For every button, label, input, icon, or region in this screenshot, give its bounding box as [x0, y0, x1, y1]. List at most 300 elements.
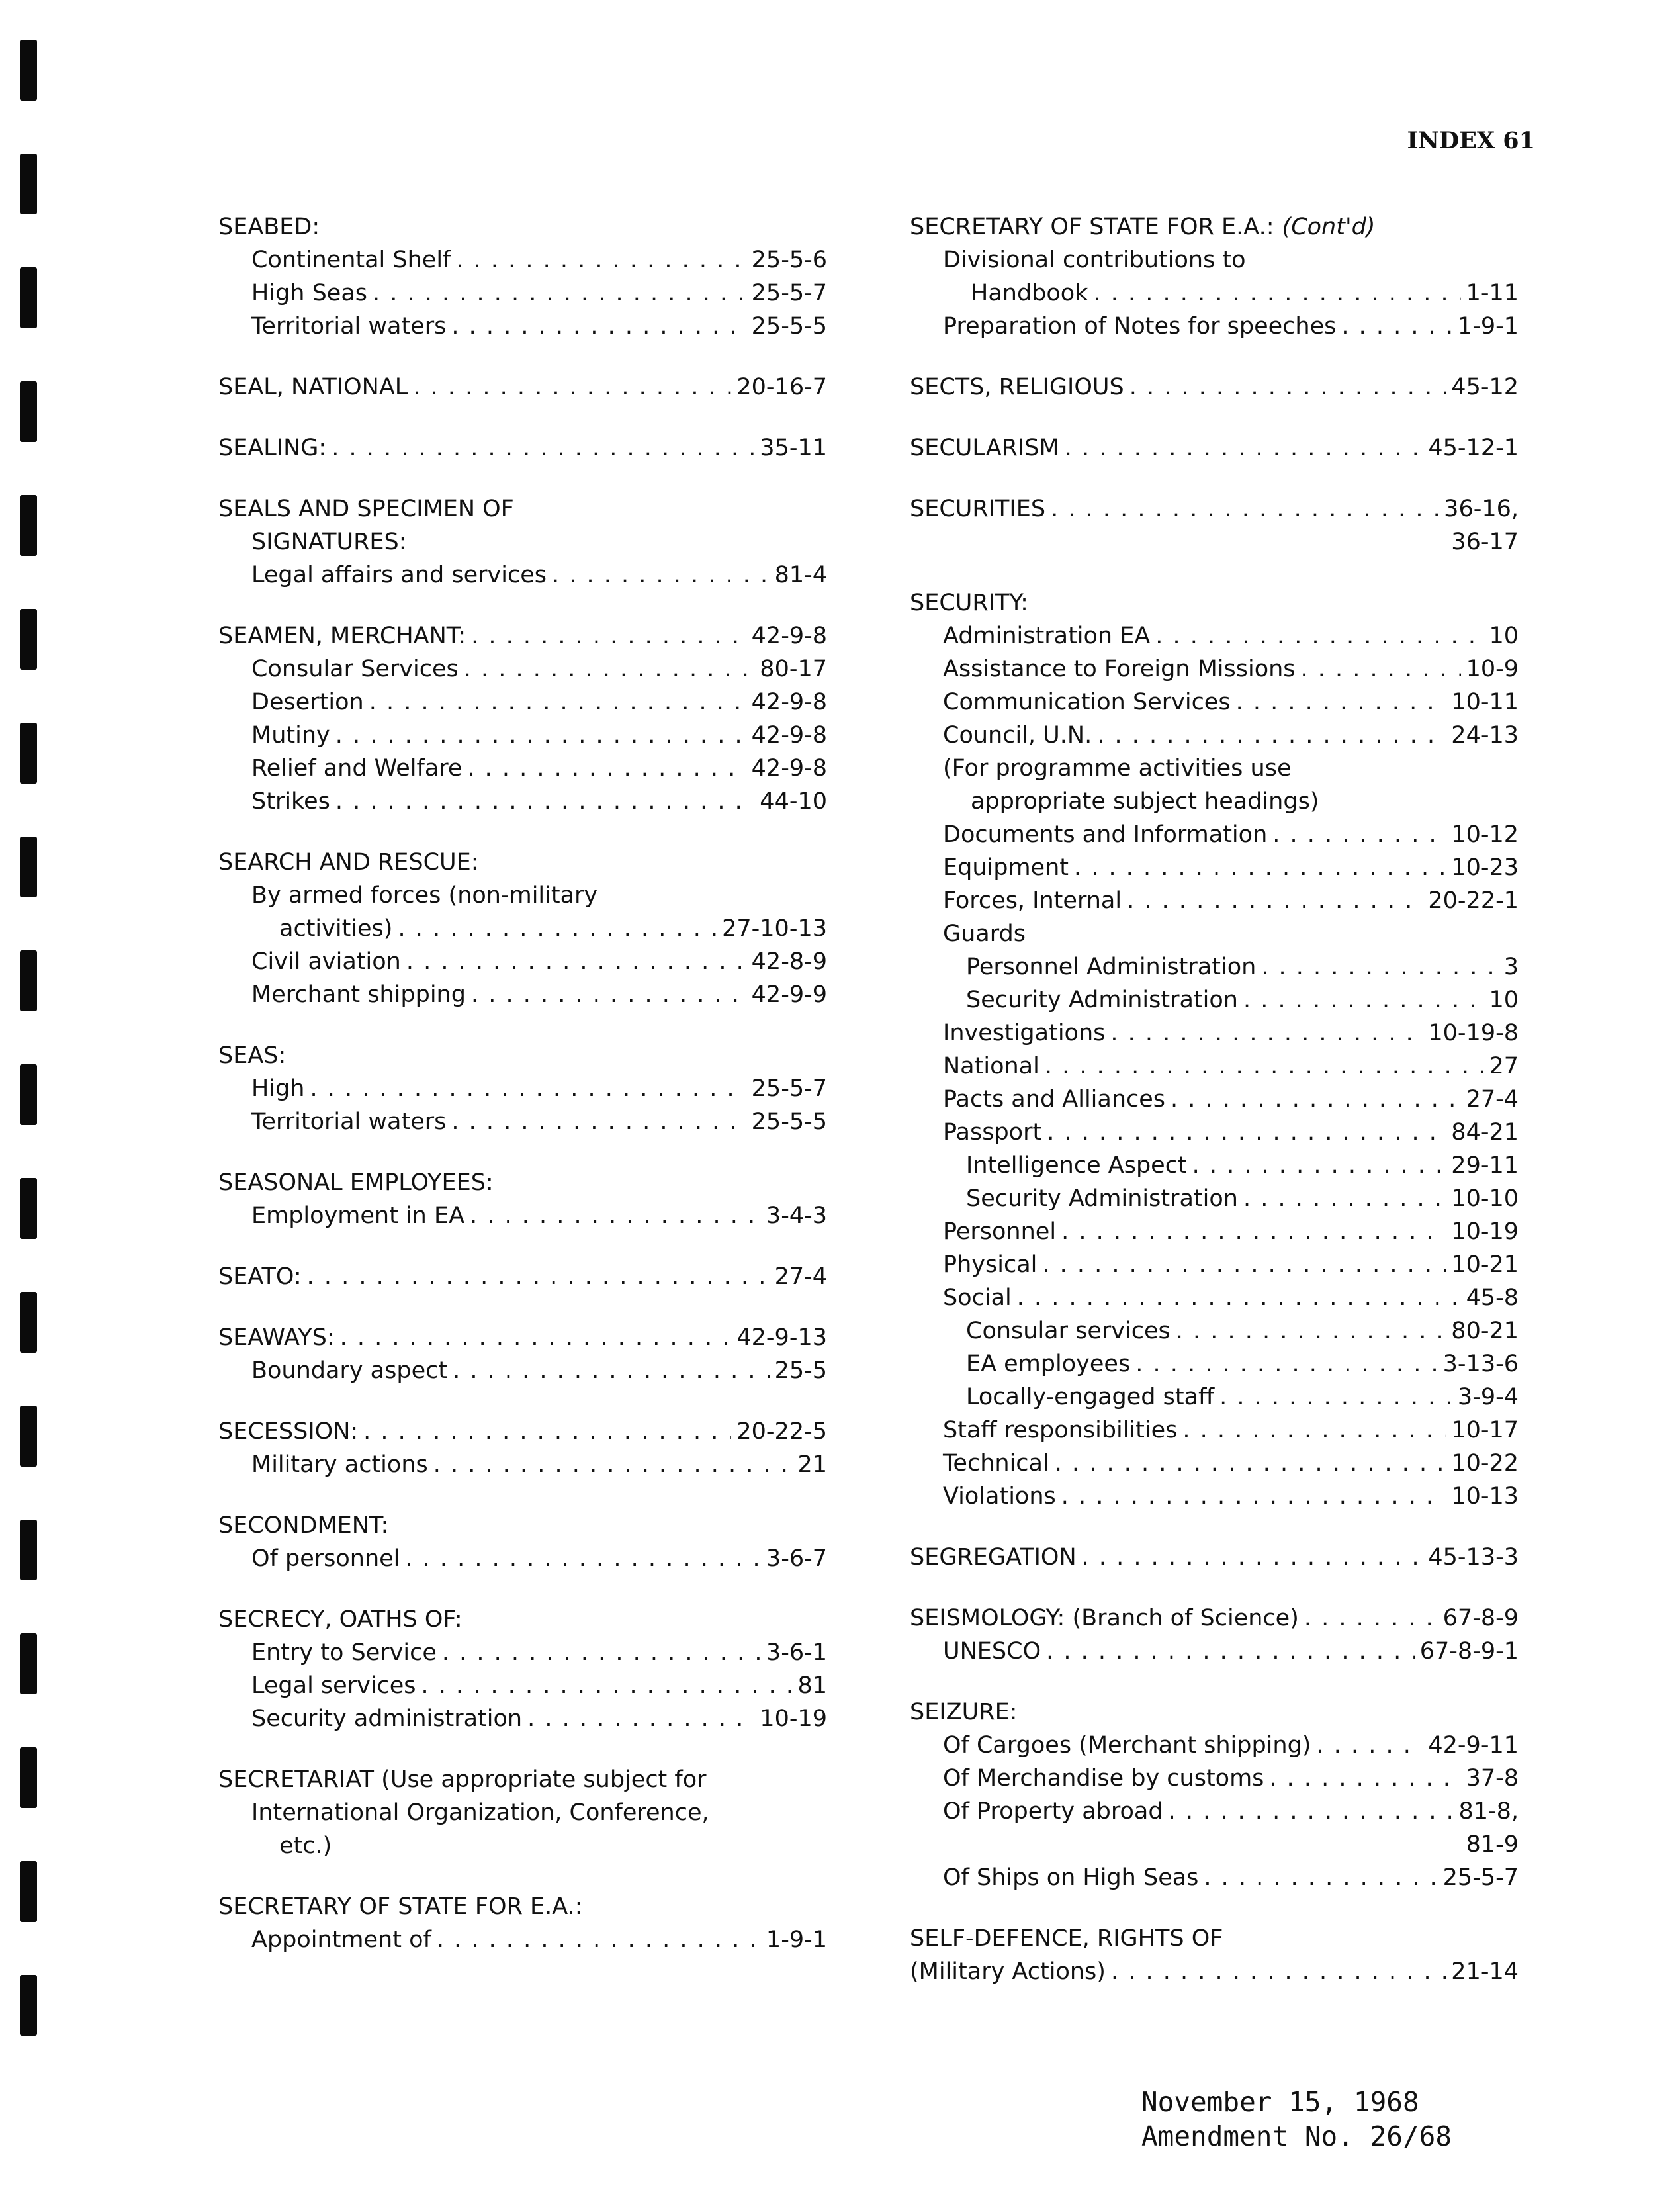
dot-leader — [1236, 686, 1446, 719]
index-subentry-page: 3-13-6 — [1442, 1351, 1519, 1377]
dot-leader — [1074, 851, 1446, 884]
dot-leader — [1243, 983, 1483, 1017]
dot-leader — [464, 653, 755, 686]
index-entry — [218, 1354, 827, 1387]
dot-leader — [1055, 1447, 1446, 1480]
dot-leader — [398, 912, 717, 945]
index-heading — [910, 432, 1519, 465]
index-entry — [910, 884, 1519, 917]
index-entry-page: 10-9 — [1466, 656, 1519, 682]
index-subentry-page: 10 — [1489, 987, 1519, 1013]
index-entry-text: Of Property abroad — [943, 1798, 1163, 1825]
dot-leader — [1204, 1861, 1437, 1894]
dot-leader — [1129, 371, 1446, 404]
index-group — [910, 1602, 1519, 1668]
binding-hole — [20, 495, 37, 556]
index-heading — [218, 846, 827, 879]
dot-leader — [1045, 1050, 1484, 1083]
dot-leader — [1301, 653, 1461, 686]
index-entry-text: Of Ships on High Seas — [943, 1864, 1199, 1891]
index-entry — [218, 559, 827, 592]
index-entry-text: High Seas — [251, 280, 367, 306]
index-heading-page: 42-9-8 — [751, 623, 827, 649]
index-subentry-text: Consular services — [966, 1318, 1171, 1344]
index-group — [218, 619, 827, 818]
index-heading-text: SEATO: — [218, 1263, 302, 1290]
index-entry — [910, 818, 1519, 851]
index-group — [218, 1890, 827, 1956]
binding-hole — [20, 1975, 37, 2036]
index-entry-text: Staff responsibilities — [943, 1417, 1178, 1443]
index-subentry-page: 80-21 — [1451, 1318, 1519, 1344]
index-entry: Guards — [943, 921, 1026, 947]
index-group — [218, 1260, 827, 1293]
left-index-column — [218, 210, 827, 1984]
dot-leader — [369, 686, 746, 719]
index-entry-text: Physical — [943, 1252, 1038, 1278]
index-group — [910, 492, 1519, 559]
index-entry — [218, 686, 827, 719]
index-entry-page: 67-8-9-1 — [1419, 1638, 1519, 1665]
index-heading-text: SEABED: — [218, 214, 320, 240]
index-entry — [910, 1795, 1519, 1828]
index-entry-text: Consular Services — [251, 656, 459, 682]
index-entry-page: 42-9-11 — [1428, 1732, 1519, 1758]
index-heading — [218, 1890, 827, 1923]
index-entry-text: Violations — [943, 1483, 1056, 1510]
index-group — [218, 1415, 827, 1481]
index-subentry-text: Security Administration — [966, 1185, 1238, 1212]
index-page-continued: 36-17 — [1451, 529, 1519, 555]
index-heading — [910, 586, 1519, 619]
index-entry-page: 42-9-9 — [751, 981, 827, 1008]
index-heading-text: SEARCH AND RESCUE: — [218, 849, 479, 876]
binding-hole — [20, 1406, 37, 1467]
index-heading — [218, 371, 827, 404]
index-entry-text: Military actions — [251, 1451, 428, 1478]
index-entry — [218, 1636, 827, 1669]
index-entry — [218, 719, 827, 752]
index-entry-page: 10-17 — [1451, 1417, 1519, 1443]
index-heading — [218, 1260, 827, 1293]
dot-leader — [1316, 1729, 1423, 1762]
page-header: INDEX 61 — [1407, 127, 1535, 154]
index-heading-page: 36-16, — [1444, 496, 1519, 522]
index-group — [910, 210, 1519, 343]
index-entry-page: 42-9-8 — [751, 689, 827, 715]
index-entry-text: (Military Actions) — [910, 1958, 1106, 1985]
index-group — [218, 1763, 827, 1862]
index-entry-text: Passport — [943, 1119, 1042, 1146]
index-heading — [910, 1602, 1519, 1635]
index-entry-page: 3-6-7 — [766, 1545, 827, 1572]
index-entry-continued-text: Handbook — [971, 280, 1088, 306]
binding-hole — [20, 609, 37, 670]
index-entry — [218, 1448, 827, 1481]
index-entry-text: Relief and Welfare — [251, 755, 463, 782]
dot-leader — [1135, 1347, 1437, 1381]
index-subentry — [910, 950, 1519, 983]
dot-leader — [406, 945, 746, 978]
binding-hole — [20, 1520, 37, 1580]
index-entry — [910, 310, 1519, 343]
index-entry — [910, 1083, 1519, 1116]
dot-leader — [437, 1923, 761, 1956]
index-entry — [910, 619, 1519, 653]
index-entry-page: 21 — [797, 1451, 827, 1478]
index-group — [218, 492, 827, 592]
dot-leader — [470, 1199, 761, 1232]
dot-leader — [1269, 1762, 1460, 1795]
index-entry — [218, 1542, 827, 1575]
index-entry-text: Appointment of — [251, 1927, 431, 1953]
dot-leader — [1097, 719, 1446, 752]
binding-hole — [20, 1064, 37, 1125]
index-subentry-page: 3 — [1503, 954, 1519, 980]
index-entry-page: 10-22 — [1451, 1450, 1519, 1477]
index-entry — [218, 1702, 827, 1735]
index-entry — [910, 1729, 1519, 1762]
amendment-number: Amendment No. 26/68 — [1141, 2121, 1452, 2152]
index-note: etc.) — [279, 1833, 332, 1859]
index-entry-page: 10-19-8 — [1428, 1020, 1519, 1046]
index-entry-page: 24-13 — [1451, 722, 1519, 749]
index-entry-page: 20-22-1 — [1428, 888, 1519, 914]
index-entry-text: Territorial waters — [251, 1109, 447, 1135]
dot-leader — [1046, 1635, 1415, 1668]
index-entry — [910, 1281, 1519, 1314]
dot-leader — [1155, 619, 1483, 653]
index-entry-text: Administration EA — [943, 623, 1151, 649]
index-group — [218, 1166, 827, 1232]
dot-leader — [433, 1448, 793, 1481]
binding-hole — [20, 1633, 37, 1694]
index-heading — [910, 1922, 1519, 1955]
index-heading — [218, 1603, 827, 1636]
index-heading — [218, 1509, 827, 1542]
dot-leader — [471, 619, 746, 653]
binding-holes — [20, 40, 40, 2171]
index-heading — [218, 1763, 827, 1796]
index-heading-text: SEISMOLOGY: (Branch of Science) — [910, 1605, 1299, 1631]
index-entry-page: 81-8, — [1458, 1798, 1519, 1825]
index-heading-text: SEAMEN, MERCHANT: — [218, 623, 466, 649]
index-entry-page: 25-5-7 — [751, 280, 827, 306]
index-entry-page: 25-5-5 — [751, 1109, 827, 1135]
index-group — [910, 371, 1519, 404]
index-entry — [218, 1199, 827, 1232]
index-entry — [910, 1116, 1519, 1149]
dot-leader — [1042, 1248, 1446, 1281]
index-entry-text: Continental Shelf — [251, 247, 451, 273]
index-entry-page: 81-4 — [774, 562, 827, 588]
index-entry-page: 37-8 — [1466, 1765, 1519, 1792]
index-entry-page: 25-5-5 — [751, 313, 827, 340]
index-entry-text: Entry to Service — [251, 1639, 437, 1666]
index-entry-text: Of Cargoes (Merchant shipping) — [943, 1732, 1311, 1758]
index-note: (For programme activities use — [943, 755, 1292, 782]
index-group — [218, 846, 827, 1011]
index-entry — [910, 1215, 1519, 1248]
index-entry — [218, 1072, 827, 1105]
index-entry-page: 10-19 — [760, 1706, 827, 1732]
index-entry-page: 25-5-7 — [1442, 1864, 1519, 1891]
binding-hole — [20, 1747, 37, 1808]
index-heading — [910, 371, 1519, 404]
dot-leader — [413, 371, 731, 404]
dot-leader — [1182, 1414, 1446, 1447]
index-entry — [910, 653, 1519, 686]
index-entry: By armed forces (non-military — [251, 882, 598, 909]
index-subentry-text: Locally-engaged staff — [966, 1384, 1215, 1410]
index-heading-text: SEAS: — [218, 1042, 287, 1069]
index-entry — [910, 719, 1519, 752]
index-entry-text: Strikes — [251, 788, 330, 815]
dot-leader — [1082, 1541, 1423, 1574]
index-entry — [218, 1923, 827, 1956]
dot-leader — [451, 310, 746, 343]
index-heading-page: 20-22-5 — [736, 1418, 827, 1445]
binding-hole — [20, 267, 37, 328]
index-subentry-page: 3-9-4 — [1457, 1384, 1519, 1410]
index-heading — [910, 210, 1519, 244]
binding-hole — [20, 40, 37, 101]
index-entry-text: Mutiny — [251, 722, 330, 749]
index-entry — [910, 1050, 1519, 1083]
index-subentry-text: EA employees — [966, 1351, 1131, 1377]
index-entry-text: Security administration — [251, 1706, 523, 1732]
dot-leader — [1127, 884, 1423, 917]
index-group — [218, 1321, 827, 1387]
dot-leader — [373, 277, 746, 310]
index-heading-text: SECONDMENT: — [218, 1512, 389, 1539]
right-index-column — [910, 210, 1519, 2016]
index-entry-text: Assistance to Foreign Missions — [943, 656, 1296, 682]
index-entry-text: Communication Services — [943, 689, 1231, 715]
index-entry-page: 45-8 — [1466, 1285, 1519, 1311]
index-heading-text: SEGREGATION — [910, 1544, 1077, 1571]
index-heading-text: SECTS, RELIGIOUS — [910, 374, 1124, 400]
binding-hole — [20, 381, 37, 442]
dot-leader — [1051, 492, 1438, 525]
index-heading-text: SEALS AND SPECIMEN OF — [218, 496, 514, 522]
index-entry-text: Social — [943, 1285, 1012, 1311]
index-entry-page: 21-14 — [1451, 1958, 1519, 1985]
index-entry-page: 3-4-3 — [766, 1203, 827, 1229]
index-group — [910, 586, 1519, 1513]
binding-hole — [20, 950, 37, 1011]
index-heading-page: 27-4 — [774, 1263, 827, 1290]
index-heading-page: 67-8-9 — [1442, 1605, 1519, 1631]
index-entry — [910, 1480, 1519, 1513]
binding-hole — [20, 1178, 37, 1239]
index-entry-text: High — [251, 1075, 305, 1102]
index-entry-text: Legal affairs and services — [251, 562, 547, 588]
index-entry-text: Documents and Information — [943, 821, 1268, 848]
index-entry — [910, 1635, 1519, 1668]
dot-leader — [451, 1105, 746, 1138]
index-group — [218, 1603, 827, 1735]
index-heading-text: SEAL, NATIONAL — [218, 374, 408, 400]
index-entry-page: 84-21 — [1451, 1119, 1519, 1146]
index-subentry — [910, 1314, 1519, 1347]
index-group — [910, 432, 1519, 465]
dot-leader — [335, 785, 754, 818]
index-entry-text: National — [943, 1053, 1039, 1079]
dot-leader — [1243, 1182, 1446, 1215]
index-entry-page: 25-5-7 — [751, 1075, 827, 1102]
index-entry — [910, 1447, 1519, 1480]
index-entry-continued-text: activities) — [279, 915, 393, 942]
index-entry-text: Employment in EA — [251, 1203, 465, 1229]
index-heading-text: SEAWAYS: — [218, 1324, 335, 1351]
index-heading-text: SEASONAL EMPLOYEES: — [218, 1169, 494, 1196]
index-subentry-text: Personnel Administration — [966, 954, 1257, 980]
index-heading-text: SECRETARIAT (Use appropriate subject for — [218, 1766, 707, 1793]
dot-leader — [1065, 432, 1423, 465]
dot-leader — [552, 559, 770, 592]
index-heading-continued: SIGNATURES: — [251, 529, 407, 555]
index-entry-text: Equipment — [943, 854, 1069, 881]
index-entry-text: Merchant shipping — [251, 981, 466, 1008]
dot-leader — [1192, 1149, 1446, 1182]
index-entry-page: 25-5-6 — [751, 247, 827, 273]
index-subentry-text: Security Administration — [966, 987, 1238, 1013]
dot-leader — [310, 1072, 746, 1105]
index-entry-text: Desertion — [251, 689, 364, 715]
index-entry-text: Boundary aspect — [251, 1357, 448, 1384]
index-entry-page: 27-4 — [1466, 1086, 1519, 1113]
index-entry — [910, 1955, 1519, 1988]
binding-hole — [20, 1292, 37, 1353]
index-heading-page: 35-11 — [760, 435, 827, 461]
index-subentry-page: 10-10 — [1451, 1185, 1519, 1212]
index-entry-page: 10-19 — [1451, 1218, 1519, 1245]
index-entry-page: 81 — [797, 1672, 827, 1699]
amendment-footer — [1141, 2085, 1452, 2154]
dot-leader — [1017, 1281, 1461, 1314]
index-heading — [910, 1696, 1519, 1729]
dot-leader — [1176, 1314, 1446, 1347]
index-group — [218, 1509, 827, 1575]
dot-leader — [307, 1260, 770, 1293]
index-heading — [218, 1321, 827, 1354]
index-entry-page: 10-13 — [1451, 1483, 1519, 1510]
index-heading-text: SEIZURE: — [910, 1699, 1018, 1725]
index-heading-text: SECURITY: — [910, 590, 1028, 616]
index-entry-text: Civil aviation — [251, 948, 401, 975]
index-entry-continued-page: 1-11 — [1466, 280, 1519, 306]
index-heading — [218, 1166, 827, 1199]
index-entry-page: 25-5 — [774, 1357, 827, 1384]
index-note: appropriate subject headings) — [971, 788, 1319, 815]
index-entry-text: Council, U.N. — [943, 722, 1092, 749]
dot-leader — [1169, 1795, 1454, 1828]
index-heading — [218, 210, 827, 244]
index-page-continued: 81-9 — [1466, 1831, 1519, 1858]
index-entry — [910, 1248, 1519, 1281]
index-entry-continued — [218, 912, 827, 945]
index-heading — [218, 492, 827, 525]
index-subentry — [910, 1347, 1519, 1381]
index-subentry — [910, 1182, 1519, 1215]
index-entry-page: 44-10 — [760, 788, 827, 815]
index-entry-text: Investigations — [943, 1020, 1106, 1046]
index-entry-page: 1-9-1 — [1457, 313, 1519, 340]
index-entry-text: Preparation of Notes for speeches — [943, 313, 1337, 340]
binding-hole — [20, 154, 37, 214]
index-entry-text: Personnel — [943, 1218, 1057, 1245]
dot-leader — [1111, 1955, 1446, 1988]
index-subentry — [910, 1381, 1519, 1414]
index-entry — [910, 1017, 1519, 1050]
index-entry-page: 80-17 — [760, 656, 827, 682]
index-entry — [218, 1669, 827, 1702]
index-entry-page: 42-8-9 — [751, 948, 827, 975]
index-entry-text: Of Merchandise by customs — [943, 1765, 1264, 1792]
index-entry — [218, 945, 827, 978]
dot-leader — [442, 1636, 761, 1669]
index-entry-text: Of personnel — [251, 1545, 400, 1572]
index-heading — [910, 492, 1519, 525]
dot-leader — [1047, 1116, 1446, 1149]
index-entry-page: 10-21 — [1451, 1252, 1519, 1278]
dot-leader — [1261, 950, 1498, 983]
index-entry-page: 10-12 — [1451, 821, 1519, 848]
index-entry-page: 1-9-1 — [766, 1927, 827, 1953]
index-entry — [910, 1762, 1519, 1795]
index-group — [910, 1696, 1519, 1894]
index-heading-note: (Cont'd) — [1282, 214, 1376, 240]
index-note: International Organization, Conference, — [251, 1800, 709, 1826]
index-heading-text: SECURITIES — [910, 496, 1046, 522]
binding-hole — [20, 837, 37, 897]
dot-leader — [1341, 310, 1452, 343]
index-heading-page: 45-12-1 — [1428, 435, 1519, 461]
index-heading — [218, 432, 827, 465]
index-group — [218, 432, 827, 465]
index-heading-text: SECESSION: — [218, 1418, 359, 1445]
index-subentry-page: 29-11 — [1451, 1152, 1519, 1179]
index-entry — [910, 851, 1519, 884]
index-entry-continued-page: 27-10-13 — [722, 915, 827, 942]
index-group — [218, 210, 827, 343]
index-entry — [910, 1414, 1519, 1447]
index-entry-page: 10-11 — [1451, 689, 1519, 715]
index-heading — [218, 619, 827, 653]
index-heading-text: SECULARISM — [910, 435, 1059, 461]
index-entry-text: Pacts and Alliances — [943, 1086, 1166, 1113]
index-heading-page: 45-13-3 — [1428, 1544, 1519, 1571]
index-heading-text: SECRETARY OF STATE FOR E.A.: — [218, 1893, 583, 1920]
index-entry-page: 42-9-8 — [751, 755, 827, 782]
index-entry: Divisional contributions to — [943, 247, 1246, 273]
index-heading-text: SECRETARY OF STATE FOR E.A.: — [910, 214, 1274, 240]
index-entry-page: 42-9-8 — [751, 722, 827, 749]
index-entry — [218, 752, 827, 785]
index-entry-page: 10 — [1489, 623, 1519, 649]
index-heading-page: 42-9-13 — [736, 1324, 827, 1351]
dot-leader — [405, 1542, 761, 1575]
dot-leader — [453, 1354, 769, 1387]
index-entry-page: 10-23 — [1451, 854, 1519, 881]
dot-leader — [467, 752, 746, 785]
index-entry-text: UNESCO — [943, 1638, 1041, 1665]
index-entry-page: 3-6-1 — [766, 1639, 827, 1666]
index-heading — [910, 1541, 1519, 1574]
index-subentry — [910, 983, 1519, 1017]
index-heading — [218, 1039, 827, 1072]
